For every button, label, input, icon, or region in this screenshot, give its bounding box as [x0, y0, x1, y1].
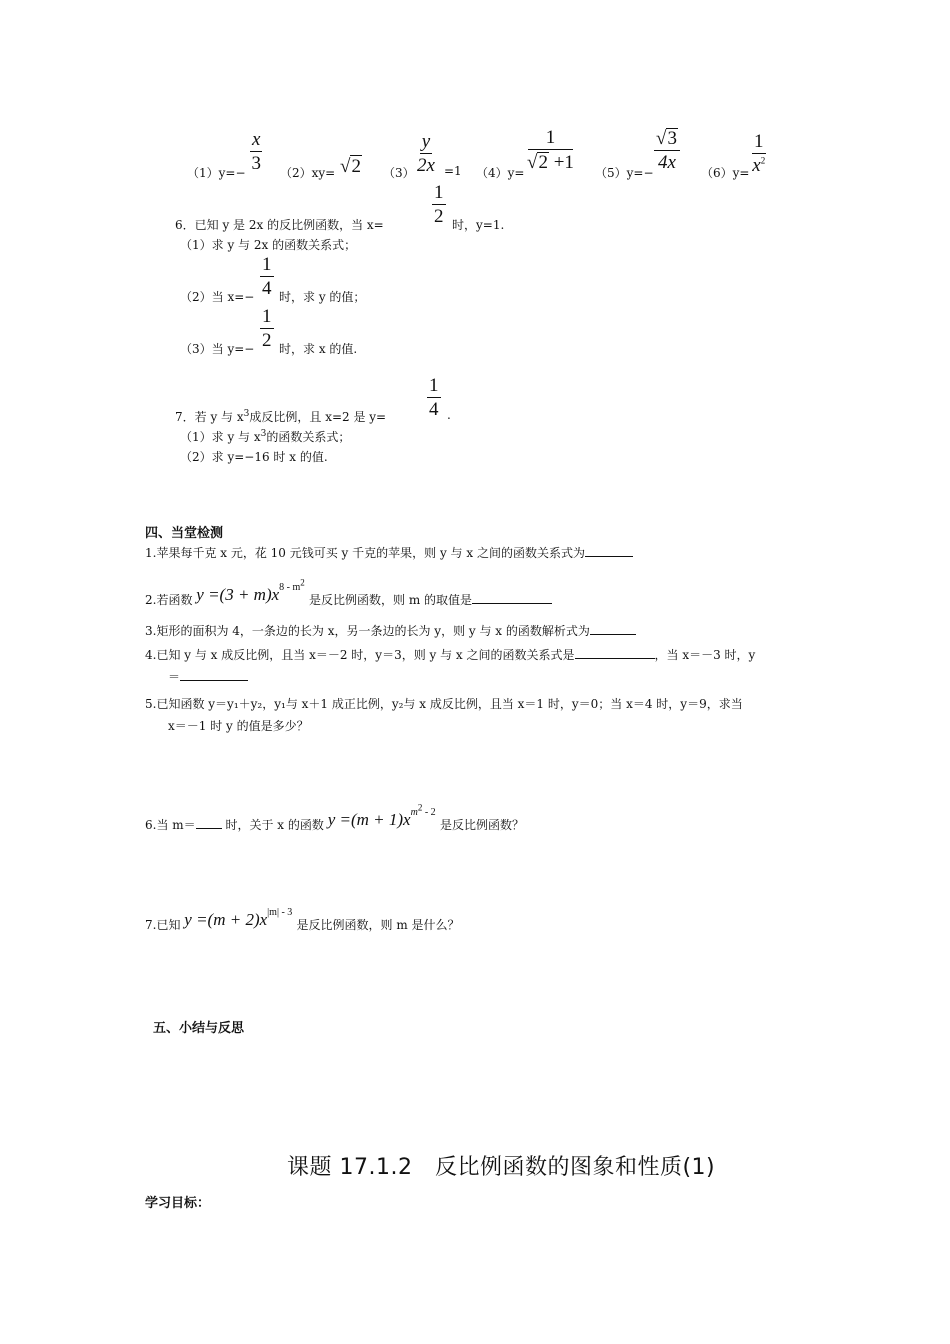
formula-7: $y =(m + 2)x^{|m| - 3}$ — [184, 907, 293, 929]
answer-blank[interactable] — [585, 544, 633, 557]
check-item-6: 6.当 m＝ 时，关于 x 的函数 $y =(m + 1)x^{m^2 - 2}$ 是反比例函数？ — [145, 802, 524, 832]
item-3-tail: =1 — [444, 164, 462, 178]
function-list-row — [187, 128, 807, 184]
answer-blank[interactable] — [575, 646, 655, 659]
check-item-4: 4.已知 y 与 x 成反比例，且当 x＝－2 时，y＝3，则 y 与 x 之间的函数关系式是 ，当 x＝－3 时，y — [145, 648, 756, 662]
q6-sub2-pre: （2）当 x=− — [180, 290, 255, 304]
q7-tail: . — [447, 408, 451, 422]
check-item-3: 3.矩形的面积为 4，一条边的长为 x，另一条边的长为 y，则 y 与 x 的函数解析式为 — [145, 622, 636, 639]
q6-sub3-tail: 时，求 x 的值. — [279, 342, 358, 356]
check-item-5: 5.已知函数 y＝y₁＋y₂，y₁与 x＋1 成正比例，y₂与 x 成反比例，且当 x＝1 时，y＝0；当 x＝4 时，y＝9，求当 — [145, 697, 743, 711]
q6-fraction: $\frac{1}{2}$ — [434, 182, 444, 227]
check-item-7: 7.已知 $y =(m + 2)x^{|m| - 3}$ 是反比例函数，则 m 是什么？ — [145, 907, 460, 932]
q6-line: 6．已知 y 是 2x 的反比例函数，当 x= — [175, 218, 384, 232]
item-5-label: （5）y=− — [595, 166, 654, 180]
check-item-2: 2.若函数 $y =(3 + m)x^{8 - m^2}$ 是反比例函数，则 m 的取值是 — [145, 583, 552, 613]
q6-sub2-tail: 时，求 y 的值； — [279, 290, 366, 304]
item-5-fraction: √ 3 4x — [654, 128, 680, 172]
item-1-fraction: $\frac{x}{3}$ — [251, 129, 261, 174]
q6-sub3-pre: （3）当 y=− — [180, 342, 255, 356]
item-4-label: （4）y= — [476, 166, 525, 180]
check-item-1: 1.苹果每千克 x 元，花 10 元钱可买 y 千克的苹果，则 y 与 x 之间的函数关系式为 — [145, 544, 633, 561]
answer-blank[interactable] — [590, 622, 636, 635]
answer-blank[interactable] — [196, 816, 222, 829]
item-3-label: （3） — [383, 166, 415, 180]
lesson-title: 课题 17.1.2 反比例函数的图象和性质(1) — [287, 1155, 716, 1180]
item-4-fraction: 1 √ 2 +1 — [527, 127, 574, 173]
item-1-label: （1）y=− — [187, 166, 246, 180]
q6-tail: 时，y=1. — [452, 218, 505, 232]
section-5-heading: 五、小结与反思 — [153, 1021, 245, 1036]
q7-fraction: $\frac{1}{4}$ — [429, 375, 439, 420]
q6-sub1: （1）求 y 与 2x 的函数关系式； — [180, 238, 357, 252]
formula-6: $y =(m + 1)x^{m^2 - 2}$ — [327, 802, 436, 829]
check-item-4-cont: ＝ — [168, 668, 248, 685]
q7-sub2: （2）求 y=−16 时 x 的值. — [180, 450, 328, 464]
section-4-heading: 四、当堂检测 — [145, 526, 224, 541]
learning-goals-label: 学习目标： — [145, 1196, 211, 1211]
item-2-label: （2）xy= — [280, 166, 336, 180]
q7-sub1: （1）求 y 与 $x^3$的函数关系式； — [180, 429, 351, 444]
q6-sub2-fraction: $\frac{1}{4}$ — [262, 254, 272, 299]
check-item-5-cont: x＝－1 时 y 的值是多少？ — [168, 719, 309, 733]
item-6-label: （6）y= — [701, 166, 750, 180]
item-3-fraction: $\frac{y}{2x}$ — [417, 131, 435, 176]
answer-blank[interactable] — [472, 591, 552, 604]
q7-line: 7．若 y 与 $x^3$成反比例，且 x=2 是 y= — [175, 409, 387, 424]
answer-blank[interactable] — [180, 668, 248, 681]
item-2-sqrt: √ 2 — [340, 156, 361, 177]
q6-sub3-fraction: $\frac{1}{2}$ — [262, 306, 272, 351]
item-6-fraction: $\frac{1}{x^2}$ — [752, 131, 766, 176]
formula-2: $y =(3 + m)x^{8 - m^2}$ — [196, 577, 305, 604]
